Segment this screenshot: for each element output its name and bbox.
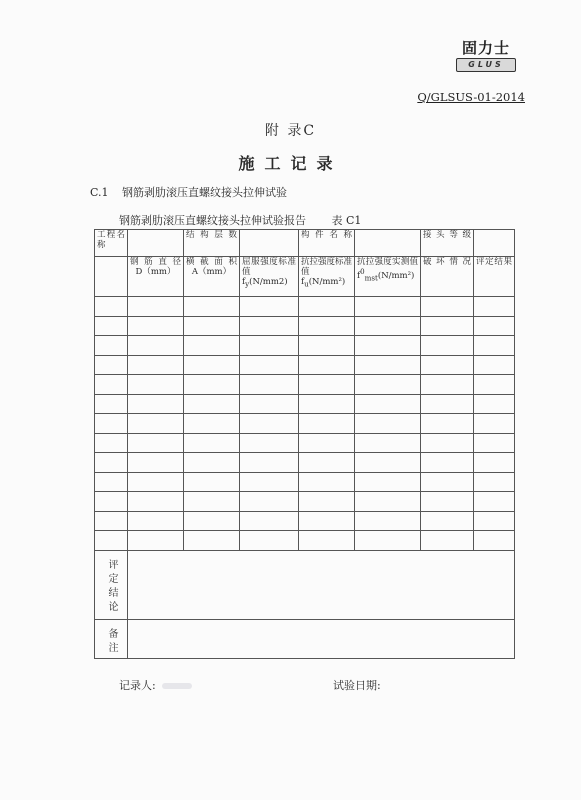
bar-diameter-unit: D（mm）: [135, 267, 176, 277]
data-rows: [95, 297, 515, 551]
table-cell[interactable]: [421, 414, 474, 434]
table-cell[interactable]: [355, 394, 421, 414]
table-cell[interactable]: [95, 531, 128, 551]
table-cell[interactable]: [421, 433, 474, 453]
tensile-std-unit: $f_u(N/mm^2)$: [301, 277, 346, 289]
table-cell[interactable]: [184, 316, 240, 336]
yield-strength-header: [240, 257, 299, 297]
table-cell[interactable]: [128, 336, 184, 356]
joint-grade-cell[interactable]: [474, 230, 515, 257]
table-cell[interactable]: [474, 433, 515, 453]
table-cell[interactable]: [128, 355, 184, 375]
appendix-title: 附 录C: [264, 123, 317, 139]
table-row: [95, 375, 515, 395]
table-cell[interactable]: [95, 414, 128, 434]
table-cell[interactable]: [421, 375, 474, 395]
tensile-std-label: 抗拉强度标准值: [301, 257, 353, 277]
table-cell[interactable]: [240, 336, 299, 356]
table-cell[interactable]: [299, 316, 355, 336]
table-row: [95, 472, 515, 492]
section-title: 钢筋剥肋滚压直螺纹接头拉伸试验: [122, 186, 288, 199]
cross-section-label: 横截面积: [186, 257, 237, 267]
table-row: [95, 511, 515, 531]
table-cell[interactable]: [474, 316, 515, 336]
table-cell[interactable]: [355, 375, 421, 395]
table-row: [95, 316, 515, 336]
table-cell[interactable]: [240, 355, 299, 375]
project-name-label: 工程名称: [95, 230, 128, 257]
table-cell[interactable]: [128, 511, 184, 531]
table-cell[interactable]: [355, 316, 421, 336]
table-cell[interactable]: [355, 414, 421, 434]
table-cell[interactable]: [299, 414, 355, 434]
table-cell[interactable]: [95, 511, 128, 531]
table-cell[interactable]: [95, 453, 128, 473]
table-cell[interactable]: [421, 394, 474, 414]
evaluation-conclusion-label-cell: [95, 550, 128, 619]
test-date-label: 试验日期:: [333, 679, 381, 692]
table-cell[interactable]: [474, 492, 515, 512]
tensile-actual-unit: $f^0_{mst}(N/mm^2)$: [357, 267, 415, 283]
tensile-actual-header: [355, 257, 421, 297]
table-cell[interactable]: [240, 433, 299, 453]
table-cell[interactable]: [128, 297, 184, 317]
table-cell[interactable]: [184, 511, 240, 531]
table-cell[interactable]: [299, 336, 355, 356]
table-cell[interactable]: [299, 511, 355, 531]
table-cell[interactable]: [95, 375, 128, 395]
table-cell[interactable]: [95, 297, 128, 317]
table-cell[interactable]: [421, 316, 474, 336]
table-cell[interactable]: [240, 511, 299, 531]
table-cell[interactable]: [128, 531, 184, 551]
table-cell[interactable]: [240, 492, 299, 512]
table-cell[interactable]: [355, 531, 421, 551]
table-cell[interactable]: [184, 355, 240, 375]
table-caption: [119, 212, 361, 228]
table-cell[interactable]: [355, 511, 421, 531]
table-cell[interactable]: [128, 375, 184, 395]
table-cell[interactable]: [95, 433, 128, 453]
table-cell[interactable]: [299, 297, 355, 317]
table-cell[interactable]: [355, 492, 421, 512]
table-cell[interactable]: [421, 472, 474, 492]
table-cell[interactable]: [299, 355, 355, 375]
table-row: [95, 492, 515, 512]
section-heading: [90, 184, 287, 200]
table-cell[interactable]: [184, 531, 240, 551]
table-cell[interactable]: [240, 375, 299, 395]
evaluation-conclusion-label: 评定结论: [106, 558, 117, 615]
table-row: [95, 531, 515, 551]
table-cell[interactable]: [474, 511, 515, 531]
tensile-std-header: [299, 257, 355, 297]
table-cell[interactable]: [299, 531, 355, 551]
evaluation-header: 评定结果: [474, 257, 515, 297]
table-cell[interactable]: [184, 375, 240, 395]
table-cell[interactable]: [95, 316, 128, 336]
table-cell[interactable]: [299, 472, 355, 492]
tensile-actual-label: 抗拉强度实测值: [357, 257, 418, 267]
header-blank: [95, 257, 128, 297]
remarks-row: [95, 619, 515, 658]
table-cell[interactable]: [474, 414, 515, 434]
table-cell[interactable]: [421, 453, 474, 473]
component-name-label: 构件名称: [299, 230, 355, 257]
table-cell[interactable]: [474, 472, 515, 492]
table-cell[interactable]: [355, 355, 421, 375]
table-cell[interactable]: [355, 336, 421, 356]
table-cell[interactable]: [240, 414, 299, 434]
table-cell[interactable]: [474, 375, 515, 395]
table-row: [95, 433, 515, 453]
table-cell[interactable]: [355, 472, 421, 492]
table-cell[interactable]: [474, 355, 515, 375]
failure-header: 破坏情况: [421, 257, 474, 297]
table-caption-title: 钢筋剥肋滚压直螺纹接头拉伸试验报告: [119, 214, 306, 227]
table-cell[interactable]: [474, 336, 515, 356]
table-cell[interactable]: [128, 453, 184, 473]
table-cell[interactable]: [95, 472, 128, 492]
section-number: C.1: [90, 186, 109, 199]
table-cell[interactable]: [128, 472, 184, 492]
remarks-label-cell: [95, 619, 128, 658]
table-cell[interactable]: [128, 316, 184, 336]
table-cell[interactable]: [128, 492, 184, 512]
header-row-1: [95, 230, 515, 257]
table-cell[interactable]: [95, 394, 128, 414]
joint-grade-label: 接头等级: [421, 230, 474, 257]
table-cell[interactable]: [184, 433, 240, 453]
remarks-cell[interactable]: [128, 619, 515, 658]
document-number: Q/GLSUS-01-2014: [417, 90, 525, 104]
remarks-label: 备注: [106, 627, 117, 656]
bar-diameter-header: [128, 257, 184, 297]
bar-diameter-label: 钢筋直径: [130, 257, 181, 267]
table-cell[interactable]: [95, 492, 128, 512]
table-cell[interactable]: [240, 531, 299, 551]
table-cell[interactable]: [421, 336, 474, 356]
structure-floors-cell[interactable]: [240, 230, 299, 257]
table-cell[interactable]: [184, 394, 240, 414]
table-cell[interactable]: [184, 492, 240, 512]
table-cell[interactable]: [421, 492, 474, 512]
table-cell[interactable]: [240, 472, 299, 492]
table-cell[interactable]: [299, 453, 355, 473]
table-cell[interactable]: [299, 394, 355, 414]
table-cell[interactable]: [240, 453, 299, 473]
header-row-2: [95, 257, 515, 297]
table-cell[interactable]: [184, 297, 240, 317]
evaluation-row: [95, 550, 515, 619]
table-cell[interactable]: [240, 316, 299, 336]
table-cell[interactable]: [128, 394, 184, 414]
evaluation-conclusion-cell[interactable]: [128, 550, 515, 619]
cross-section-header: [184, 257, 240, 297]
recorder-label: 记录人:: [119, 679, 156, 692]
table-cell[interactable]: [355, 433, 421, 453]
table-cell[interactable]: [299, 375, 355, 395]
table-cell[interactable]: [421, 297, 474, 317]
test-report-table: [94, 229, 515, 659]
table-row: [95, 355, 515, 375]
component-name-cell[interactable]: [355, 230, 421, 257]
table-cell[interactable]: [474, 531, 515, 551]
yield-strength-unit: $f_y(N/mm2)$: [242, 277, 288, 289]
table-cell[interactable]: [474, 453, 515, 473]
recorder-signature: [119, 677, 192, 693]
table-cell[interactable]: [240, 297, 299, 317]
logo-chinese: 固力士: [461, 39, 510, 57]
table-cell[interactable]: [355, 297, 421, 317]
table-cell[interactable]: [355, 453, 421, 473]
test-date-signature: [333, 677, 381, 693]
table-cell[interactable]: [421, 531, 474, 551]
table-cell[interactable]: [421, 511, 474, 531]
redacted-name: [162, 683, 192, 689]
table-cell[interactable]: [128, 433, 184, 453]
table-cell[interactable]: [184, 472, 240, 492]
table-cell[interactable]: [474, 297, 515, 317]
table-cell[interactable]: [95, 336, 128, 356]
company-logo: [456, 40, 516, 72]
table-caption-number: 表 C1: [331, 214, 362, 227]
table-cell[interactable]: [184, 453, 240, 473]
cross-section-unit: A（mm）: [191, 267, 232, 277]
table-cell[interactable]: [95, 355, 128, 375]
table-cell[interactable]: [128, 414, 184, 434]
logo-english: GLUS: [456, 58, 516, 72]
table-cell[interactable]: [474, 394, 515, 414]
table-cell[interactable]: [299, 492, 355, 512]
table-cell[interactable]: [421, 355, 474, 375]
table-cell[interactable]: [184, 336, 240, 356]
table-cell[interactable]: [299, 433, 355, 453]
yield-strength-label: 屈服强度标准值: [242, 257, 296, 277]
main-title: 施工记录: [238, 154, 343, 173]
table-row: [95, 453, 515, 473]
table-row: [95, 297, 515, 317]
table-row: [95, 336, 515, 356]
table-cell[interactable]: [184, 414, 240, 434]
table-cell[interactable]: [240, 394, 299, 414]
table-row: [95, 394, 515, 414]
table-row: [95, 414, 515, 434]
project-name-cell[interactable]: [128, 230, 184, 257]
structure-floors-label: 结构层数: [184, 230, 240, 257]
